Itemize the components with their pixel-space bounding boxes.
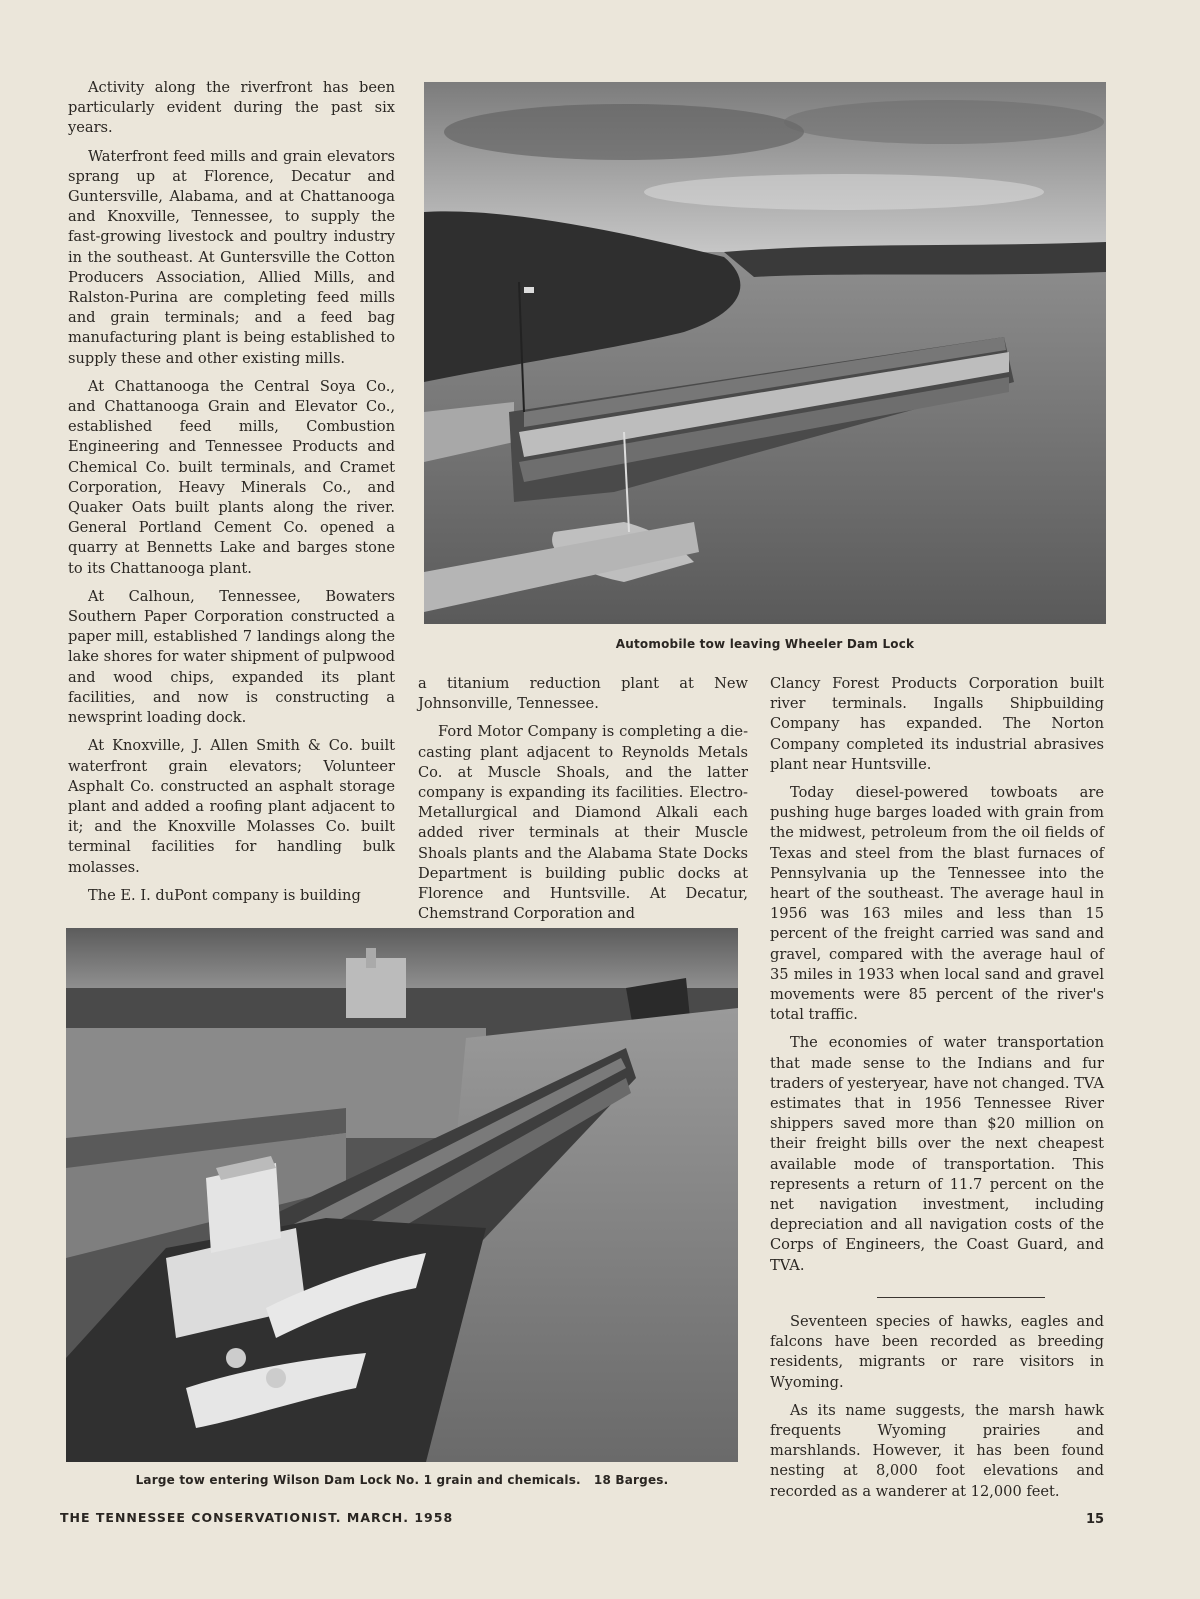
paragraph: The economies of water transportation that made sense to the Indians and fur traders of yesteryear, have not changed. TVA estimates that in 1956 Tennessee River shippers saved more than $20 million on their freight bills over the next cheapest available mode of transportation. This represents a return of 11.7 percent on the net navigation investment, including depreciation and all navigation costs of the Corps of Engineers, the Coast Guard, and TVA. [770,1034,1104,1274]
page-number: 15 [1086,1512,1105,1527]
photo-caption: Automobile tow leaving Wheeler Dam Lock [615,637,915,651]
footer-publication-title: THE TENNESSEE CONSERVATIONIST. MARCH. 1958 [60,1510,454,1525]
paragraph: a titanium reduction plant at New Johnsonville, Tennessee. [418,675,748,713]
right-column [770,674,1104,1502]
photo-caption: Large tow entering Wilson Dam Lock No. 1 grain and chemicals. 18 Barges. [135,1473,669,1487]
middle-column [418,674,748,924]
paragraph: As its name suggests, the marsh hawk frequents Wyoming prairies and marshlands. However, it has been found nesting at 8,000 foot elevations and recorded as a wanderer at 12,000 feet. [770,1401,1104,1500]
paragraph: Today diesel-powered towboats are pushing huge barges loaded with grain from the midwest, petroleum from the oil fields of Texas and steel from the blast furnaces of Pennsylvania up the Tennessee into the heart of the southeast. The average haul in 1956 was 163 miles and less than 15 percent of the freight carried was sand and gravel, compared with the average haul of 35 miles in 1933 when local sand and gravel movements were 85 percent of the river's total traffic. [770,784,1104,1024]
paragraph: Activity along the riverfront has been particularly evident during the past six years. [68,79,395,137]
left-column [68,78,395,906]
section-divider [877,1297,1045,1298]
paragraph: At Calhoun, Tennessee, Bowaters Southern Paper Corporation constructed a paper mill, established 7 landings along the lake shores for water shipment of pulpwood and wood chips, expanded its plant facilities, and now is constructing a newsprint loading dock. [68,587,395,727]
paragraph: At Knoxville, J. Allen Smith & Co. built waterfront grain elevators; Volunteer Asphalt Co. constructed an asphalt storage plant and added a roofing plant adjacent to it; and the Knoxville Molasses Co. built terminal facilities for handling bulk molasses. [68,737,395,876]
paragraph: Ford Motor Company is completing a die-casting plant adjacent to Reynolds Metals Co. at Muscle Shoals, and the latter company is expanding its facilities. Electro-Metallurgical and Diamond Alkali each added river terminals at their Muscle Shoals plants and the Alabama State Docks Department is building public docks at Florence and Huntsville. At Decatur, Chemstrand Corporation and [418,723,748,923]
barge-tow-photo [66,928,738,1462]
automobile-tow-photo [424,82,1106,624]
paragraph: At Chattanooga the Central Soya Co., and Chattanooga Grain and Elevator Co., established feed mills, Combustion Engineering and Tennessee Products and Chemical Co. built terminals, and Cramet Corporation, Heavy Minerals Co., and Quaker Oats built plants along the river. General Portland Cement Co. opened a quarry at Bennetts Lake and barges stone to its Chattanooga plant. [68,377,395,577]
paragraph: The E. I. duPont company is building [88,886,361,904]
paragraph: Waterfront feed mills and grain elevators sprang up at Florence, Decatur and Guntersville, Alabama, and at Chattanooga and Knoxville, Tennessee, to supply the fast-growing livestock and poultry industry in the southeast. At Guntersville the Cotton Producers Association, Allied Mills, and Ralston-Purina are completing feed mills and grain terminals; and a feed bag manufacturing plant is being established to supply these and other existing mills. [68,147,395,367]
paragraph: Seventeen species of hawks, eagles and falcons have been recorded as breeding residents, migrants or rare visitors in Wyoming. [770,1312,1104,1391]
paragraph: Clancy Forest Products Corporation built river terminals. Ingalls Shipbuilding Company has expanded. The Norton Company completed its industrial abrasives plant near Huntsville. [770,675,1104,773]
